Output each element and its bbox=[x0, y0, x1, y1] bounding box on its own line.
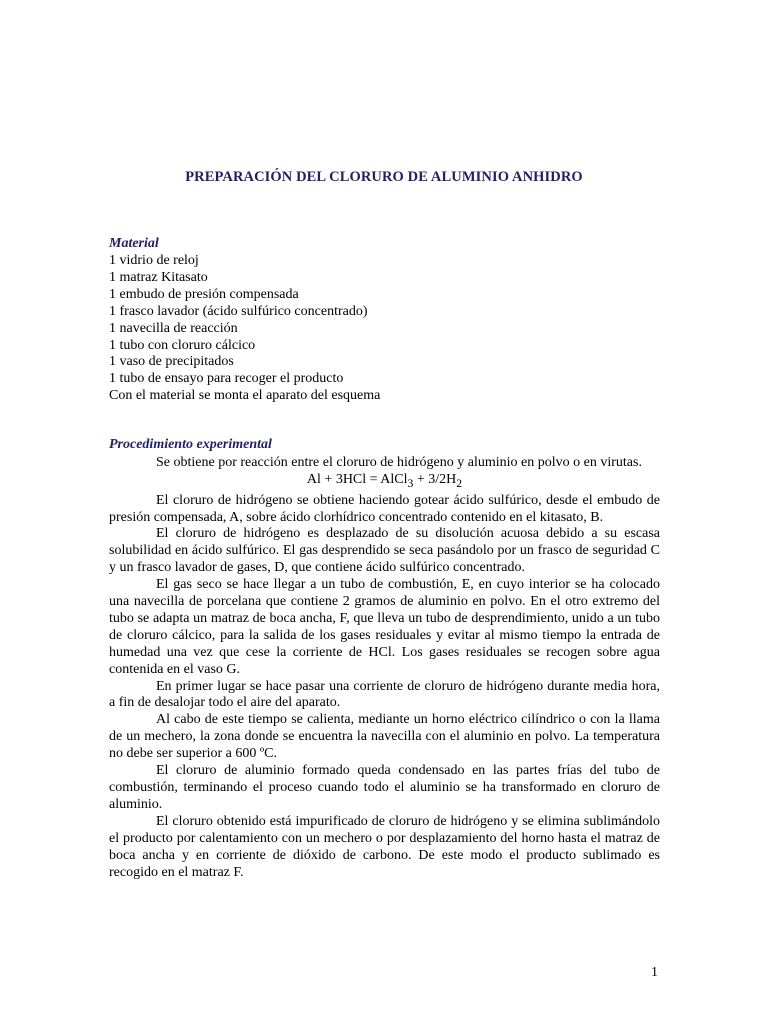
procedure-body bbox=[109, 455, 660, 881]
material-item: 1 tubo con cloruro cálcico bbox=[109, 337, 256, 353]
reaction-equation bbox=[109, 472, 660, 493]
material-item: 1 matraz Kitasato bbox=[109, 269, 208, 285]
procedure-paragraph: Al cabo de este tiempo se calienta, mediante un horno eléctrico cilíndrico o con la llama de un mechero, la zona donde se encuentra la navecilla con el aluminio en polvo. La temperatura no debe ser superior a 600 ºC. bbox=[109, 712, 660, 762]
page-number: 1 bbox=[651, 965, 658, 980]
procedure-paragraph: El cloruro de hidrógeno se obtiene haciendo gotear ácido sulfúrico, desde el embudo de presión compensada, A, sobre ácido clorhídrico concentrado contenido en el kitasato, B. bbox=[109, 492, 660, 525]
material-item: 1 navecilla de reacción bbox=[109, 320, 238, 336]
material-item: 1 embudo de presión compensada bbox=[109, 286, 299, 302]
material-item: 1 vaso de precipitados bbox=[109, 354, 234, 370]
material-item: 1 vidrio de reloj bbox=[109, 253, 199, 268]
document-title: PREPARACIÓN DEL CLORURO DE ALUMINIO ANHIDRO bbox=[185, 169, 583, 185]
procedure-paragraph: El cloruro obtenido está impurificado de cloruro de hidrógeno y se elimina sublimándolo el producto por calentamiento con un mechero o por desplazamiento del horno hasta el matraz de boca ancha y en corriente de dióxido de carbono. De este modo el producto sublimado es recogido en el matraz F. bbox=[109, 813, 660, 880]
material-heading: Material bbox=[109, 236, 159, 251]
material-item: 1 frasco lavador (ácido sulfúrico concentrado) bbox=[109, 303, 368, 319]
equation-lhs: Al + 3HCl = AlCl bbox=[306, 471, 408, 487]
procedure-paragraph: En primer lugar se hace pasar una corriente de cloruro de hidrógeno durante media hora, a fin de desalojar todo el aire del aparato. bbox=[109, 678, 660, 711]
procedure-intro: Se obtiene por reacción entre el cloruro de hidrógeno y aluminio en polvo o en virutas. bbox=[156, 455, 642, 470]
procedure-heading: Procedimiento experimental bbox=[109, 437, 272, 452]
procedure-paragraph: El gas seco se hace llegar a un tubo de combustión, E, en cuyo interior se ha colocado una navecilla de porcelana que contiene 2 gramos de aluminio en polvo. En el otro extremo del tubo se adapta un matraz de boca ancha, F, que lleva un tubo de desprendimiento, unido a un tubo de cloruro cálcico, para la salida de los gases residuales y evitar al mismo tiempo la entrada de humedad una vez que cese la corriente de HCl. Los gases residuales se recogen sobre agua contenida en el vaso G. bbox=[109, 577, 660, 677]
material-note: Con el material se monta el aparato del esquema bbox=[109, 388, 381, 404]
procedure-paragraph: El cloruro de aluminio formado queda condensado en las partes frías del tubo de combustión, terminando el proceso cuando todo el aluminio se ha transformado en cloruro de aluminio. bbox=[109, 763, 660, 812]
material-list bbox=[109, 253, 669, 405]
equation-subscript: 3 bbox=[407, 476, 414, 490]
equation-subscript: 2 bbox=[456, 476, 463, 490]
equation-rhs: + 3/2H bbox=[413, 471, 457, 487]
material-item: 1 tubo de ensayo para recoger el producto bbox=[109, 371, 344, 387]
procedure-paragraph: El cloruro de hidrógeno es desplazado de su disolución acuosa debido a su escasa solubilidad en ácido sulfúrico. El gas desprendido se seca pasándolo por un frasco de seguridad C y un frasco lavador de gases, D, que contiene ácido sulfúrico concentrado. bbox=[109, 526, 660, 576]
